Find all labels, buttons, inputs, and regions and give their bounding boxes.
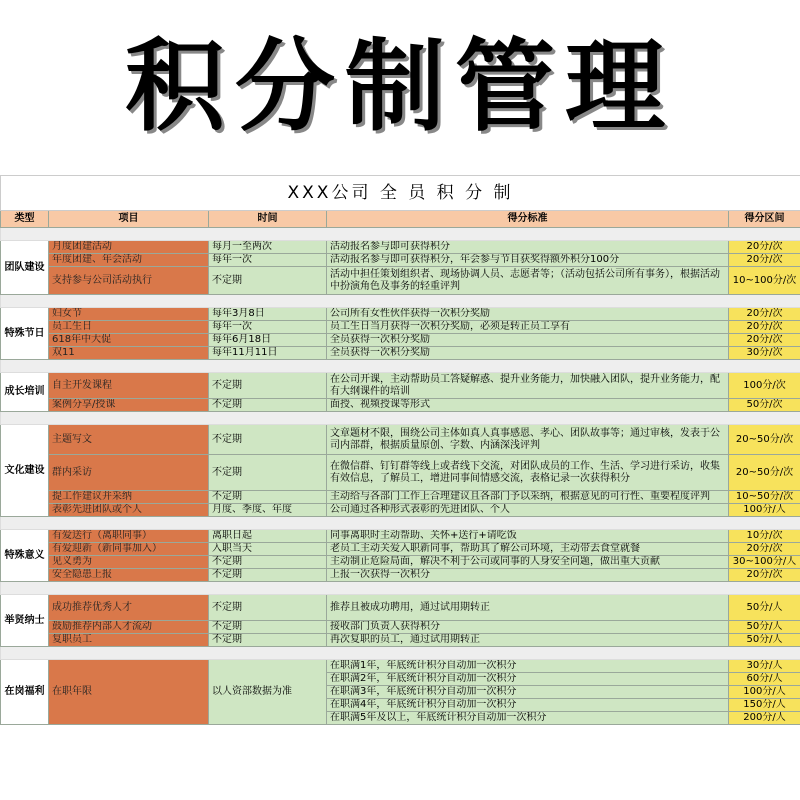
standard-cell: 公司所有女性伙伴获得一次积分奖励: [327, 308, 729, 321]
standard-cell: 面授、视频授课等形式: [327, 399, 729, 412]
item-cell: 妇女节: [49, 308, 209, 321]
score-cell: 20分/次: [729, 543, 800, 556]
standard-cell: 员工生日当月获得一次积分奖励，必须是转正员工享有: [327, 321, 729, 334]
standard-cell: 全员获得一次积分奖励: [327, 347, 729, 360]
score-cell: 50分/人: [729, 634, 800, 647]
score-cell: 50分/人: [729, 595, 800, 621]
time-cell: 不定期: [209, 373, 327, 399]
time-cell: 不定期: [209, 569, 327, 582]
score-cell: 20分/次: [729, 321, 800, 334]
category-cell: 特殊节日: [1, 308, 49, 360]
table-row: [1, 491, 800, 504]
score-cell: 50分/次: [729, 399, 800, 412]
item-cell: 见义勇为: [49, 556, 209, 569]
time-cell: 离职日起: [209, 530, 327, 543]
section-gap: [1, 228, 800, 241]
standard-cell: 在公司开课，主动帮助员工答疑解惑、提升业务能力，加快融入团队，提升业务能力，配有大纲课件的培训: [327, 373, 729, 399]
item-cell: 复职员工: [49, 634, 209, 647]
section-gap: [1, 412, 800, 425]
gap-cell: [1, 360, 800, 373]
score-cell: 10~50分/次: [729, 491, 800, 504]
item-cell: 主题写文: [49, 425, 209, 455]
item-cell: 成功推荐优秀人才: [49, 595, 209, 621]
category-cell: 文化建设: [1, 425, 49, 517]
gap-cell: [1, 295, 800, 308]
standard-cell: 推荐且被成功聘用，通过试用期转正: [327, 595, 729, 621]
time-cell: 每年一次: [209, 321, 327, 334]
score-cell: 20分/次: [729, 254, 800, 267]
score-cell: 100分/次: [729, 373, 800, 399]
item-cell: 双11: [49, 347, 209, 360]
standard-cell: 再次复职的员工，通过试用期转正: [327, 634, 729, 647]
standard-cell: 接收部门负责人获得积分: [327, 621, 729, 634]
score-cell: 100分/人: [729, 504, 800, 517]
time-cell: 每年11月11日: [209, 347, 327, 360]
time-cell: 不定期: [209, 267, 327, 295]
section-gap: [1, 295, 800, 308]
table-row: [1, 543, 800, 556]
header-standard: 得分标准: [327, 211, 729, 228]
item-cell: 自主开发课程: [49, 373, 209, 399]
standard-cell: 在职满2年，年底统计积分自动加一次积分: [327, 673, 729, 686]
score-cell: 20~50分/次: [729, 425, 800, 455]
table-row: [1, 373, 800, 399]
standard-cell: 在职满5年及以上，年底统计积分自动加一次积分: [327, 712, 729, 725]
time-cell: 每年3月8日: [209, 308, 327, 321]
table-row: [1, 530, 800, 543]
standard-cell: 上报一次获得一次积分: [327, 569, 729, 582]
section-gap: [1, 517, 800, 530]
item-cell: 在职年限: [49, 660, 209, 725]
standard-cell: 活动报名参与即可获得积分，年会参与节目获奖得额外积分100分: [327, 254, 729, 267]
time-cell: 每年6月18日: [209, 334, 327, 347]
category-cell: 举贤纳士: [1, 595, 49, 647]
table-row: [1, 241, 800, 254]
header-row: [1, 211, 800, 228]
table-caption: XXX公司 全 员 积 分 制: [1, 176, 800, 211]
time-cell: 不定期: [209, 634, 327, 647]
item-cell: 年度团建、年会活动: [49, 254, 209, 267]
item-cell: 表彰先进团队或个人: [49, 504, 209, 517]
table-row: [1, 321, 800, 334]
item-cell: 鼓励推荐内部人才流动: [49, 621, 209, 634]
header-item: 项目: [49, 211, 209, 228]
standard-cell: 老员工主动关爱入职新同事，帮助其了解公司环境，主动带去食堂就餐: [327, 543, 729, 556]
page-title: 积分制管理: [125, 28, 675, 145]
time-cell: 不定期: [209, 399, 327, 412]
table-row: [1, 660, 800, 673]
time-cell: 不定期: [209, 491, 327, 504]
score-cell: 60分/人: [729, 673, 800, 686]
standard-cell: 在职满4年，年底统计积分自动加一次积分: [327, 699, 729, 712]
category-cell: 成长培训: [1, 373, 49, 412]
time-cell: 不定期: [209, 595, 327, 621]
score-cell: 50分/人: [729, 621, 800, 634]
table-row: [1, 399, 800, 412]
item-cell: 有爱迎新（新同事加入）: [49, 543, 209, 556]
standard-cell: 全员获得一次积分奖励: [327, 334, 729, 347]
table-row: [1, 595, 800, 621]
gap-cell: [1, 228, 800, 241]
standard-cell: 文章题材不限，围绕公司主体如真人真事感恩、孝心、团队故事等；通过审核，发表于公司内部群，根据质量原创、字数、内涵深浅评判: [327, 425, 729, 455]
points-table: [0, 175, 800, 725]
table-row: [1, 334, 800, 347]
standard-cell: 活动报名参与即可获得积分: [327, 241, 729, 254]
standard-cell: 活动中担任策划组织者、现场协调人员、志愿者等；（活动包括公司所有事务），根据活动中扮演角色及事务的轻重评判: [327, 267, 729, 295]
standard-cell: 在职满1年，年底统计积分自动加一次积分: [327, 660, 729, 673]
table-row: [1, 556, 800, 569]
table-row: [1, 267, 800, 295]
gap-cell: [1, 647, 800, 660]
standard-cell: 同事离职时主动帮助、关怀+送行+请吃饭: [327, 530, 729, 543]
item-cell: 案例分享/授课: [49, 399, 209, 412]
table-row: [1, 254, 800, 267]
header-type: 类型: [1, 211, 49, 228]
section-gap: [1, 360, 800, 373]
score-cell: 20分/次: [729, 241, 800, 254]
item-cell: 618年中大促: [49, 334, 209, 347]
item-cell: 安全隐患上报: [49, 569, 209, 582]
standard-cell: 公司通过各种形式表彰的先进团队、个人: [327, 504, 729, 517]
score-cell: 20分/次: [729, 569, 800, 582]
time-cell: 月度、季度、年度: [209, 504, 327, 517]
table-row: [1, 425, 800, 455]
standard-cell: 在职满3年，年底统计积分自动加一次积分: [327, 686, 729, 699]
time-cell: 每年一次: [209, 254, 327, 267]
item-cell: 有爱送行（离职同事）: [49, 530, 209, 543]
time-cell: 不定期: [209, 455, 327, 491]
table-row: [1, 308, 800, 321]
item-cell: 支持参与公司活动执行: [49, 267, 209, 295]
time-cell: 入职当天: [209, 543, 327, 556]
category-cell: 在岗福利: [1, 660, 49, 725]
standard-cell: 主动给与各部门工作上合理建议且各部门予以采纳，根据意见的可行性、重要程度评判: [327, 491, 729, 504]
section-gap: [1, 582, 800, 595]
header-time: 时间: [209, 211, 327, 228]
score-cell: 20分/次: [729, 308, 800, 321]
score-cell: 100分/人: [729, 686, 800, 699]
score-cell: 10~100分/次: [729, 267, 800, 295]
category-cell: 团队建设: [1, 241, 49, 295]
score-cell: 200分/人: [729, 712, 800, 725]
table-row: [1, 504, 800, 517]
gap-cell: [1, 517, 800, 530]
points-spreadsheet: [0, 175, 800, 800]
header-range: 得分区间: [729, 211, 800, 228]
item-cell: 月度团建活动: [49, 241, 209, 254]
score-cell: 150分/人: [729, 699, 800, 712]
table-row: [1, 634, 800, 647]
time-cell: 不定期: [209, 425, 327, 455]
score-cell: 10分/次: [729, 530, 800, 543]
time-cell: 不定期: [209, 556, 327, 569]
table-row: [1, 569, 800, 582]
time-cell: 不定期: [209, 621, 327, 634]
table-row: [1, 347, 800, 360]
score-cell: 20分/次: [729, 334, 800, 347]
score-cell: 20~50分/次: [729, 455, 800, 491]
time-cell: 每月一至两次: [209, 241, 327, 254]
table-row: [1, 455, 800, 491]
item-cell: 提工作建议并采纳: [49, 491, 209, 504]
gap-cell: [1, 582, 800, 595]
item-cell: 员工生日: [49, 321, 209, 334]
table-row: [1, 621, 800, 634]
standard-cell: 在微信群、钉钉群等线上或者线下交流，对团队成员的工作、生活、学习进行采访，收集有效信息，了解员工，增进同事间情感交流，表格记录一次获得积分: [327, 455, 729, 491]
category-cell: 特殊意义: [1, 530, 49, 582]
title-banner: [0, 0, 800, 170]
section-gap: [1, 647, 800, 660]
table-caption-row: [1, 176, 800, 211]
standard-cell: 主动制止危险局面，解决不利于公司或同事的人身安全问题，做出重大贡献: [327, 556, 729, 569]
score-cell: 30分/次: [729, 347, 800, 360]
gap-cell: [1, 412, 800, 425]
score-cell: 30分/人: [729, 660, 800, 673]
score-cell: 30~100分/人: [729, 556, 800, 569]
item-cell: 群内采访: [49, 455, 209, 491]
time-cell: 以人资部数据为准: [209, 660, 327, 725]
